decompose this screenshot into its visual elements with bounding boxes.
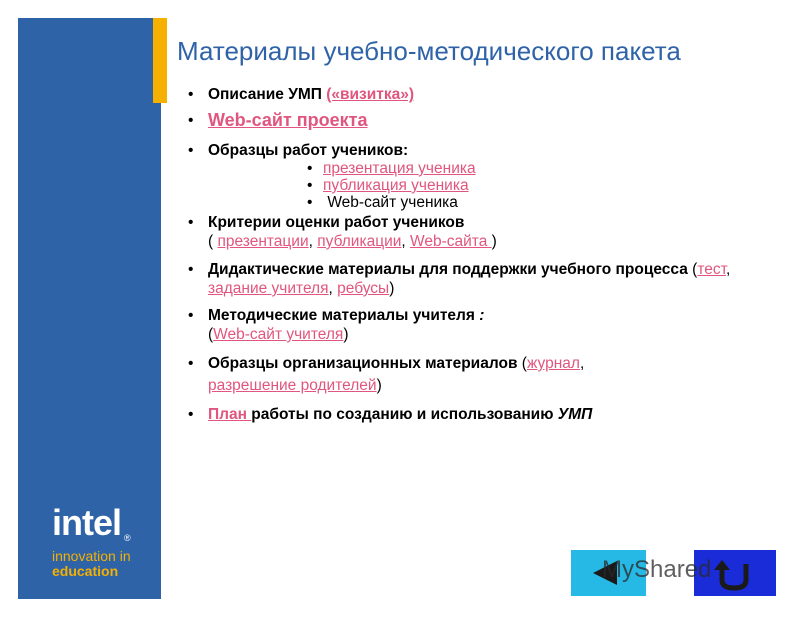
list-item[interactable] [303,177,746,194]
slide-title: Материалы учебно-методического пакета [177,36,681,66]
list-item: • План работы по созданию и использованию УМП [186,405,746,424]
list-item: • Методические материалы учителя : (Web-сайт учителя) [186,306,746,344]
student-work-list [208,160,746,211]
student-publication-link[interactable]: публикация ученика [323,177,469,194]
plan-link[interactable]: План [208,406,252,423]
journal-link[interactable]: журнал [526,355,580,372]
list-item: • Образцы работ учеников: • презентация ученика • публикация ученика • Web-сайт ученика [186,141,746,211]
list-item: • Образцы организационных материалов (журнал, разрешение родителей) [186,353,746,397]
accent-bar [153,18,167,103]
list-item: • Критерии оценки работ учеников ( презентации, публикации, Web-сайта ) [186,213,746,251]
watermark: MyShared [602,556,712,583]
teacher-task-link[interactable]: задание учителя [208,280,329,297]
list-item [186,111,746,131]
teacher-website-link[interactable]: Web-сайт учителя [213,326,344,343]
slide-content [186,85,746,424]
intel-wordmark: intel ® [52,502,130,543]
list-item: • Дидактические материалы для поддержки учебного процесса (тест, задание учителя, ребусы) [186,260,746,298]
criteria-website-link[interactable]: Web-сайта [410,233,492,250]
rebus-link[interactable]: ребусы [337,280,390,297]
list-item[interactable] [303,160,746,177]
criteria-publication-link[interactable]: публикации [317,233,402,250]
criteria-presentation-link[interactable]: презентации [217,233,309,250]
parent-permission-link[interactable]: разрешение родителей [208,377,377,394]
intel-logo [52,502,131,579]
project-website-link[interactable]: Web-сайт проекта [208,110,368,130]
list-item: • Описание УМП («визитка») [186,85,746,104]
test-link[interactable]: тест [697,261,726,278]
logo-tagline: innovation in education [52,548,131,579]
vizitka-link[interactable]: («визитка») [326,86,415,103]
student-presentation-link[interactable]: презентация ученика [323,160,476,177]
materials-list [186,85,746,424]
list-item: • Web-сайт ученика [303,194,746,211]
